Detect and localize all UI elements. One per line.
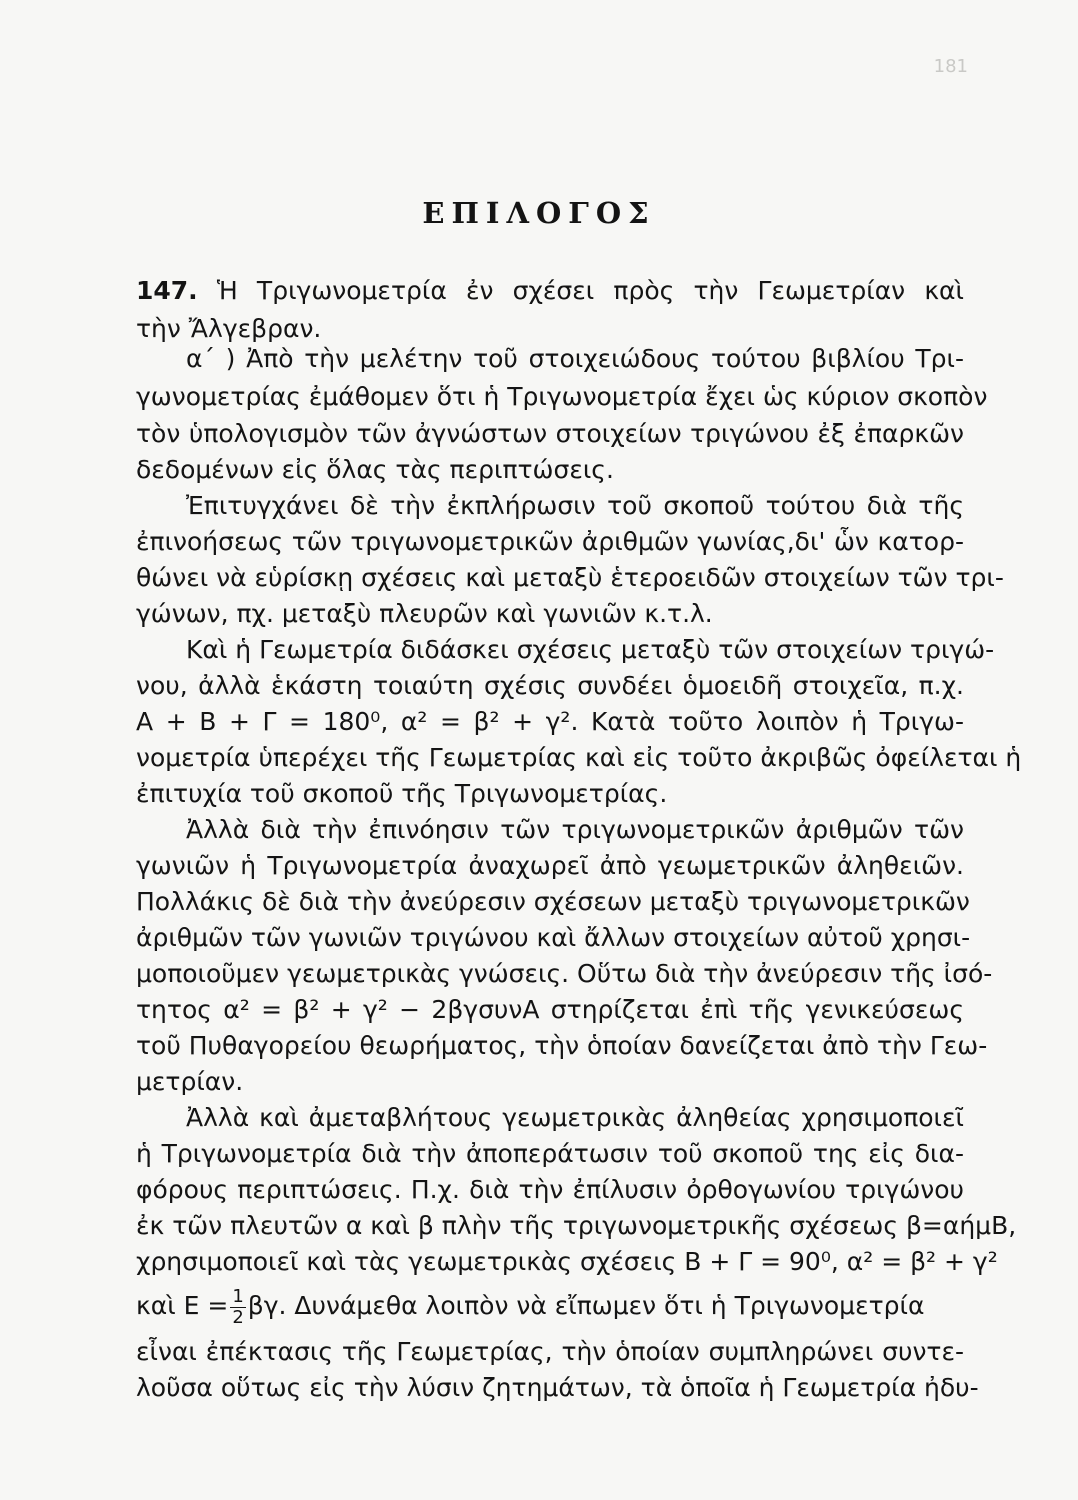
text-line: γωνιῶν ἡ Τριγωνομετρία ἀναχωρεῖ ἀπὸ γεωμετρικῶν ἀληθειῶν. (136, 851, 964, 880)
text-line: ἡ Τριγωνομετρία διὰ τὴν ἀποπεράτωσιν τοῦ σκοποῦ της εἰς δια- (136, 1139, 964, 1168)
text-line: γωνομετρίας ἐμάθομεν ὅτι ἡ Τριγωνομετρία ἔχει ὡς κύριον σκοπὸν (136, 382, 988, 411)
text-line: νου, ἀλλὰ ἑκάστη τοιαύτη σχέσις συνδέει ὁμοειδῆ στοιχεῖα, π.χ. (136, 671, 964, 700)
fraction-numerator: 1 (232, 1285, 244, 1307)
text-line: χρησιμοποιεῖ καὶ τὰς γεωμετρικὰς σχέσεις Β + Γ = 90⁰, α² = β² + γ² (136, 1247, 998, 1276)
section-number: 147. (136, 276, 198, 305)
fraction-one-half (230, 1287, 245, 1328)
text-line: θώνει νὰ εὑρίσκῃ σχέσεις καὶ μεταξὺ ἑτεροειδῶν στοιχείων τῶν τρι- (136, 563, 1004, 592)
chapter-heading: ΕΠΙΛΟΓΟΣ (422, 196, 656, 230)
text-line: Ἐπιτυγχάνει δὲ τὴν ἐκπλήρωσιν τοῦ σκοποῦ τούτου διὰ τῆς (186, 491, 964, 520)
section-title-line-1 (136, 274, 964, 308)
text-line: γώνων, πχ. μεταξὺ πλευρῶν καὶ γωνιῶν κ.τ.λ. (136, 599, 713, 628)
text-line: δεδομένων εἰς ὅλας τὰς περιπτώσεις. (136, 455, 614, 484)
text-line: Α + Β + Γ = 180⁰, α² = β² + γ². Κατὰ τοῦτο λοιπὸν ἡ Τριγω- (136, 707, 964, 736)
text-line: εἶναι ἐπέκτασις τῆς Γεωμετρίας, τὴν ὁποίαν συμπληρώνει συντε- (136, 1337, 964, 1366)
fraction-denominator: 2 (232, 1306, 244, 1328)
text-line: τητος α² = β² + γ² − 2βγσυνΑ στηρίζεται ἐπὶ τῆς γενικεύσεως (136, 995, 964, 1024)
text-line: μετρίαν. (136, 1067, 244, 1096)
text-line: ἐκ τῶν πλευτῶν α καὶ β πλὴν τῆς τριγωνομετρικῆς σχέσεως β=αήμΒ, (136, 1211, 1017, 1240)
text-line: τοῦ Πυθαγορείου θεωρήματος, τὴν ὁποίαν δανείζεται ἀπὸ τὴν Γεω- (136, 1031, 988, 1060)
formula-after: βγ. Δυνάμεθα λοιπὸν νὰ εἴπωμεν ὅτι ἡ Τριγωνομετρία (247, 1291, 925, 1320)
text-line: α΄ ) Ἀπὸ τὴν μελέτην τοῦ στοιχειώδους τούτου βιβλίου Τρι- (186, 344, 964, 373)
text-line: ἐπινοήσεως τῶν τριγωνομετρικῶν ἀριθμῶν γωνίας,δι' ὧν κατορ- (136, 527, 964, 556)
section-title-line-2: τὴν Ἄλγεβραν. (136, 314, 322, 343)
section-title-text: Ἡ Τριγωνομετρία ἐν σχέσει πρὸς τὴν Γεωμετρίαν καὶ (216, 276, 964, 305)
text-line: νομετρία ὑπερέχει τῆς Γεωμετρίας καὶ εἰς τοῦτο ἀκριβῶς ὀφείλεται ἡ (136, 743, 1022, 772)
text-line: Πολλάκις δὲ διὰ τὴν ἀνεύρεσιν σχέσεων μεταξὺ τριγωνομετρικῶν (136, 887, 970, 916)
text-line: ἐπιτυχία τοῦ σκοποῦ τῆς Τριγωνομετρίας. (136, 779, 668, 808)
text-line: λοῦσα οὕτως εἰς τὴν λύσιν ζητημάτων, τὰ ὁποῖα ἡ Γεωμετρία ἠδυ- (136, 1373, 979, 1402)
text-line: Ἀλλὰ διὰ τὴν ἐπινόησιν τῶν τριγωνομετρικῶν ἀριθμῶν τῶν (186, 815, 964, 844)
page-number: 181 (933, 56, 968, 77)
text-line: τὸν ὑπολογισμὸν τῶν ἀγνώστων στοιχείων τριγώνου ἐξ ἐπαρκῶν (136, 419, 964, 448)
text-line: ἀριθμῶν τῶν γωνιῶν τριγώνου καὶ ἄλλων στοιχείων αὐτοῦ χρησι- (136, 923, 971, 952)
text-line: Καὶ ἡ Γεωμετρία διδάσκει σχέσεις μεταξὺ τῶν στοιχείων τριγώ- (186, 635, 995, 664)
formula-before: καὶ Ε = (136, 1291, 229, 1320)
text-line: φόρους περιπτώσεις. Π.χ. διὰ τὴν ἐπίλυσιν ὀρθογωνίου τριγώνου (136, 1175, 964, 1204)
formula-line (136, 1283, 964, 1329)
text-line: μοποιοῦμεν γεωμετρικὰς γνώσεις. Οὕτω διὰ τὴν ἀνεύρεσιν τῆς ἰσό- (136, 959, 993, 988)
text-line: Ἀλλὰ καὶ ἀμεταβλήτους γεωμετρικὰς ἀληθείας χρησιμοποιεῖ (186, 1103, 964, 1132)
